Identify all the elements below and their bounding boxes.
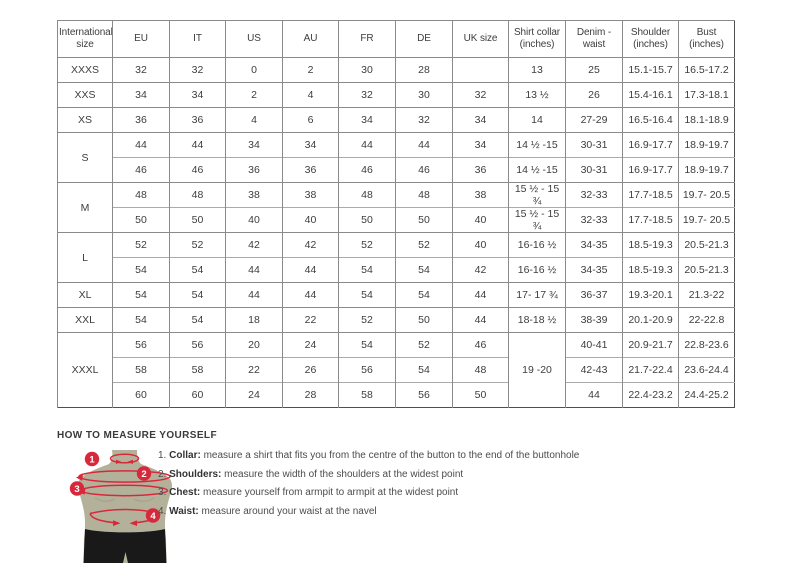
- table-cell: 44: [566, 383, 623, 408]
- table-cell: 32: [339, 83, 396, 108]
- table-cell: 52: [170, 233, 226, 258]
- table-cell: 32: [396, 108, 453, 133]
- table-cell: 46: [170, 158, 226, 183]
- table-cell: 34: [170, 83, 226, 108]
- table-cell: 19 -20: [509, 333, 566, 408]
- table-cell: 46: [453, 333, 509, 358]
- table-cell: 30: [396, 83, 453, 108]
- table-row: [58, 158, 735, 183]
- table-cell: 56: [396, 383, 453, 408]
- table-cell: 22-22.8: [679, 308, 735, 333]
- measure-item: 3. Chest: measure yourself from armpit to armpit at the widest point: [158, 487, 459, 499]
- table-cell: 13 ½: [509, 83, 566, 108]
- table-cell: 48: [170, 183, 226, 208]
- table-cell: 24: [226, 383, 283, 408]
- table-cell: 18.9-19.7: [679, 158, 735, 183]
- table-cell: 54: [339, 333, 396, 358]
- size-chart-table: [57, 20, 735, 408]
- header-cell: DE: [396, 21, 453, 58]
- size-cell: S: [58, 133, 113, 183]
- table-cell: 34-35: [566, 258, 623, 283]
- table-cell: 0: [226, 58, 283, 83]
- table-cell: 34: [226, 133, 283, 158]
- table-cell: 34: [453, 133, 509, 158]
- table-cell: 17- 17 ¾: [509, 283, 566, 308]
- table-cell: 20: [226, 333, 283, 358]
- table-cell: 28: [396, 58, 453, 83]
- table-cell: 18-18 ½: [509, 308, 566, 333]
- table-cell: 54: [339, 283, 396, 308]
- table-cell: 4: [226, 108, 283, 133]
- table-cell: 60: [113, 383, 170, 408]
- size-cell: XXXS: [58, 58, 113, 83]
- table-cell: 36: [113, 108, 170, 133]
- table-cell: 15.1-15.7: [623, 58, 679, 83]
- table-cell: 48: [113, 183, 170, 208]
- size-cell: M: [58, 183, 113, 233]
- table-cell: 52: [339, 233, 396, 258]
- table-cell: 54: [170, 308, 226, 333]
- size-cell: XS: [58, 108, 113, 133]
- table-cell: 22.8-23.6: [679, 333, 735, 358]
- table-cell: 50: [339, 208, 396, 233]
- table-cell: 42: [453, 258, 509, 283]
- table-row: [58, 258, 735, 283]
- table-cell: 32: [170, 58, 226, 83]
- table-cell: 22: [283, 308, 339, 333]
- table-cell: 19.7- 20.5: [679, 183, 735, 208]
- table-cell: 46: [339, 158, 396, 183]
- table-header-row: [58, 21, 735, 58]
- table-cell: 18.5-19.3: [623, 233, 679, 258]
- table-cell: 44: [226, 258, 283, 283]
- table-row: [58, 333, 735, 358]
- table-cell: 52: [113, 233, 170, 258]
- number-badge-1: [85, 452, 99, 466]
- table-cell: 19.3-20.1: [623, 283, 679, 308]
- table-row: [58, 383, 735, 408]
- table-cell: 44: [453, 283, 509, 308]
- table-cell: 44: [339, 133, 396, 158]
- table-cell: 14 ½ -15: [509, 133, 566, 158]
- table-cell: 48: [453, 358, 509, 383]
- table-cell: 56: [113, 333, 170, 358]
- table-cell: 36: [283, 158, 339, 183]
- size-cell: XXXL: [58, 333, 113, 408]
- table-cell: 36: [453, 158, 509, 183]
- table-cell: 24.4-25.2: [679, 383, 735, 408]
- table-row: [58, 283, 735, 308]
- table-cell: 58: [170, 358, 226, 383]
- table-cell: 56: [170, 333, 226, 358]
- table-cell: 40: [453, 233, 509, 258]
- table-cell: 54: [339, 258, 396, 283]
- size-cell: XL: [58, 283, 113, 308]
- table-cell: 27-29: [566, 108, 623, 133]
- header-cell: Bust (inches): [679, 21, 735, 58]
- table-cell: 32: [113, 58, 170, 83]
- table-cell: 34: [283, 133, 339, 158]
- table-cell: 60: [170, 383, 226, 408]
- svg-text:3: 3: [74, 483, 80, 495]
- table-row: [58, 83, 735, 108]
- table-cell: [453, 58, 509, 83]
- table-cell: 42: [283, 233, 339, 258]
- header-cell: EU: [113, 21, 170, 58]
- table-cell: 42-43: [566, 358, 623, 383]
- table-cell: 15 ½ - 15 ¾: [509, 183, 566, 208]
- header-cell: US: [226, 21, 283, 58]
- table-cell: 38: [226, 183, 283, 208]
- table-row: [58, 233, 735, 258]
- table-cell: 17.7-18.5: [623, 208, 679, 233]
- table-cell: 15 ½ - 15 ¾: [509, 208, 566, 233]
- table-cell: 52: [396, 333, 453, 358]
- table-cell: 36: [226, 158, 283, 183]
- table-cell: 32-33: [566, 183, 623, 208]
- table-row: [58, 183, 735, 208]
- table-cell: 34-35: [566, 233, 623, 258]
- table-cell: 16.9-17.7: [623, 133, 679, 158]
- table-cell: 18.5-19.3: [623, 258, 679, 283]
- table-cell: 4: [283, 83, 339, 108]
- table-cell: 30-31: [566, 133, 623, 158]
- table-cell: 2: [283, 58, 339, 83]
- table-cell: 54: [113, 258, 170, 283]
- table-cell: 17.3-18.1: [679, 83, 735, 108]
- table-cell: 6: [283, 108, 339, 133]
- table-cell: 58: [339, 383, 396, 408]
- table-cell: 54: [396, 283, 453, 308]
- table-cell: 2: [226, 83, 283, 108]
- table-cell: 26: [566, 83, 623, 108]
- table-row: [58, 108, 735, 133]
- table-cell: 46: [396, 158, 453, 183]
- table-cell: 38: [283, 183, 339, 208]
- table-cell: 54: [113, 308, 170, 333]
- table-cell: 16.9-17.7: [623, 158, 679, 183]
- size-cell: XXL: [58, 308, 113, 333]
- table-cell: 16.5-17.2: [679, 58, 735, 83]
- header-cell: Denim - waist: [566, 21, 623, 58]
- table-cell: 44: [453, 308, 509, 333]
- measure-item: 4. Waist: measure around your waist at the navel: [158, 505, 377, 517]
- table-cell: 25: [566, 58, 623, 83]
- table-cell: 23.6-24.4: [679, 358, 735, 383]
- table-cell: 18: [226, 308, 283, 333]
- table-cell: 50: [170, 208, 226, 233]
- table-cell: 52: [339, 308, 396, 333]
- table-cell: 46: [113, 158, 170, 183]
- table-cell: 44: [283, 258, 339, 283]
- svg-text:2: 2: [141, 468, 147, 480]
- size-cell: XXS: [58, 83, 113, 108]
- table-cell: 40: [283, 208, 339, 233]
- table-cell: 38-39: [566, 308, 623, 333]
- table-cell: 34: [453, 108, 509, 133]
- table-cell: 20.5-21.3: [679, 233, 735, 258]
- table-cell: 54: [396, 358, 453, 383]
- table-cell: 54: [170, 283, 226, 308]
- header-cell: Shoulder (inches): [623, 21, 679, 58]
- table-cell: 44: [283, 283, 339, 308]
- table-cell: 14: [509, 108, 566, 133]
- table-cell: 32-33: [566, 208, 623, 233]
- table-cell: 44: [226, 283, 283, 308]
- table-cell: 20.1-20.9: [623, 308, 679, 333]
- table-cell: 28: [283, 383, 339, 408]
- table-cell: 22.4-23.2: [623, 383, 679, 408]
- table-cell: 15.4-16.1: [623, 83, 679, 108]
- measure-item: 1. Collar: measure a shirt that fits you from the centre of the button to the end of the buttonhole: [158, 450, 580, 461]
- table-cell: 20.9-21.7: [623, 333, 679, 358]
- table-cell: 16.5-16.4: [623, 108, 679, 133]
- table-cell: 50: [396, 208, 453, 233]
- table-cell: 24: [283, 333, 339, 358]
- table-cell: 14 ½ -15: [509, 158, 566, 183]
- header-cell: UK size: [453, 21, 509, 58]
- table-cell: 40: [453, 208, 509, 233]
- table-cell: 44: [113, 133, 170, 158]
- table-cell: 38: [453, 183, 509, 208]
- table-cell: 58: [113, 358, 170, 383]
- table-cell: 16-16 ½: [509, 233, 566, 258]
- table-cell: 21.7-22.4: [623, 358, 679, 383]
- table-cell: 50: [396, 308, 453, 333]
- svg-text:1: 1: [89, 454, 95, 466]
- table-cell: 40: [226, 208, 283, 233]
- table-row: [58, 358, 735, 383]
- measure-item: 2. Shoulders: measure the width of the shoulders at the widest point: [158, 468, 464, 480]
- header-cell: International size: [58, 21, 113, 58]
- table-cell: 54: [170, 258, 226, 283]
- header-cell: AU: [283, 21, 339, 58]
- header-cell: IT: [170, 21, 226, 58]
- table-row: [58, 208, 735, 233]
- table-cell: 20.5-21.3: [679, 258, 735, 283]
- number-badge-3: [70, 481, 84, 495]
- table-cell: 50: [453, 383, 509, 408]
- table-cell: 52: [396, 233, 453, 258]
- table-cell: 21.3-22: [679, 283, 735, 308]
- table-cell: 30-31: [566, 158, 623, 183]
- header-cell: FR: [339, 21, 396, 58]
- table-cell: 19.7- 20.5: [679, 208, 735, 233]
- table-cell: 50: [113, 208, 170, 233]
- table-cell: 16-16 ½: [509, 258, 566, 283]
- table-cell: 18.9-19.7: [679, 133, 735, 158]
- table-cell: 13: [509, 58, 566, 83]
- table-cell: 48: [396, 183, 453, 208]
- table-cell: 44: [396, 133, 453, 158]
- table-cell: 44: [170, 133, 226, 158]
- table-cell: 18.1-18.9: [679, 108, 735, 133]
- table-cell: 30: [339, 58, 396, 83]
- table-cell: 22: [226, 358, 283, 383]
- header-cell: Shirt collar (inches): [509, 21, 566, 58]
- table-cell: 36-37: [566, 283, 623, 308]
- table-cell: 34: [113, 83, 170, 108]
- measure-section-title: HOW TO MEASURE YOURSELF: [57, 430, 217, 441]
- table-row: [58, 308, 735, 333]
- table-cell: 32: [453, 83, 509, 108]
- table-cell: 54: [396, 258, 453, 283]
- table-cell: 54: [113, 283, 170, 308]
- table-cell: 34: [339, 108, 396, 133]
- table-row: [58, 133, 735, 158]
- table-cell: 36: [170, 108, 226, 133]
- table-cell: 17.7-18.5: [623, 183, 679, 208]
- number-badge-2: [137, 466, 151, 480]
- table-cell: 56: [339, 358, 396, 383]
- svg-text:4: 4: [150, 510, 156, 522]
- table-cell: 42: [226, 233, 283, 258]
- size-cell: L: [58, 233, 113, 283]
- table-cell: 40-41: [566, 333, 623, 358]
- table-cell: 48: [339, 183, 396, 208]
- table-cell: 26: [283, 358, 339, 383]
- measure-instructions: [158, 450, 733, 524]
- table-row: [58, 58, 735, 83]
